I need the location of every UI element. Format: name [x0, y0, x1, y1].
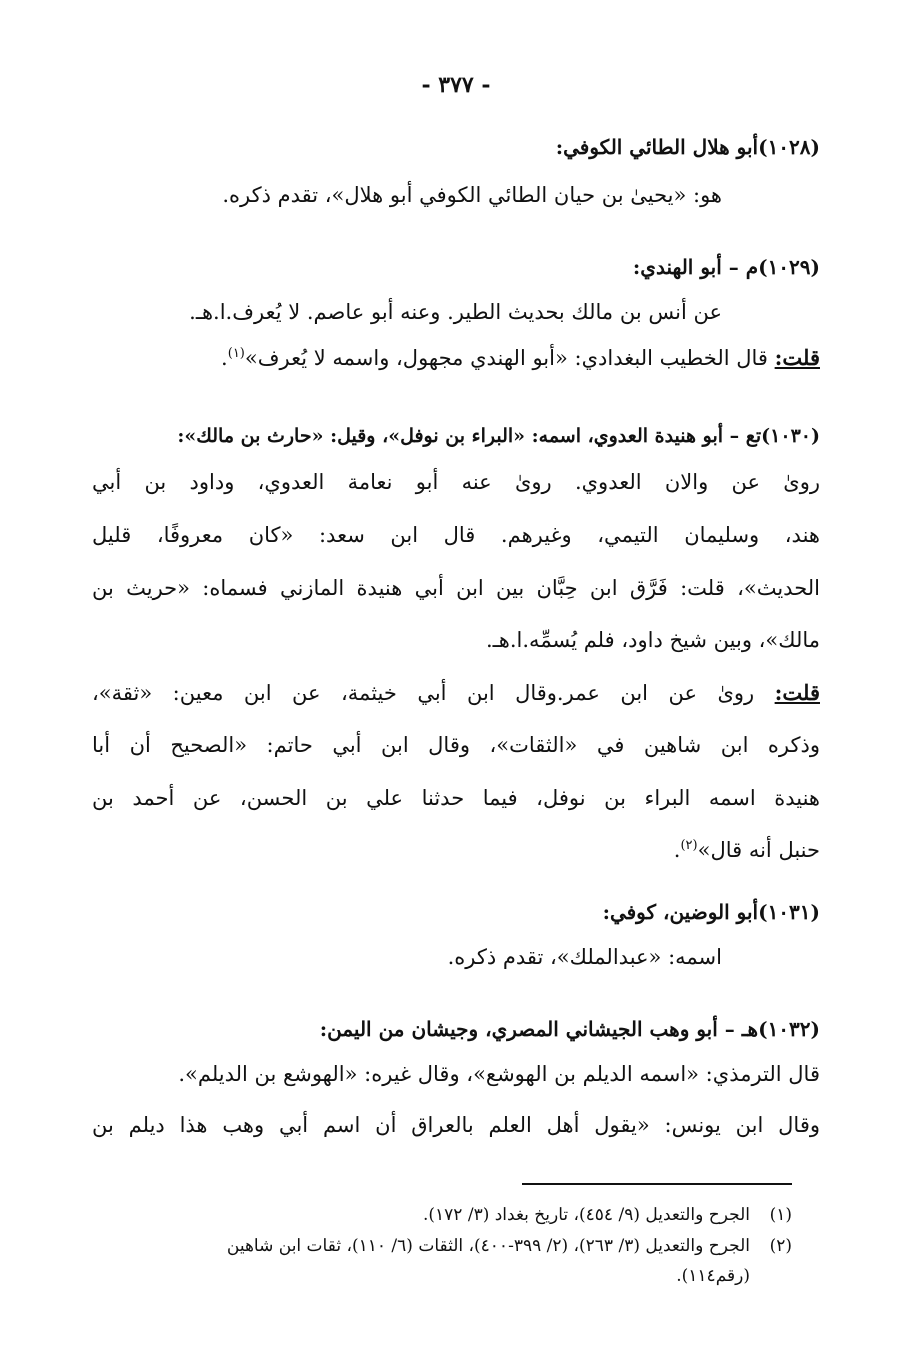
entry-text-line: هند، وسليمان التيمي، وغيرهم. قال ابن سعد: «كان معروفًا، قليل	[92, 523, 820, 547]
page-number: - ٣٧٧ -	[421, 72, 491, 98]
footnote-text: (رقم١١٤).	[676, 1266, 750, 1286]
entry-text-line: الحديث»، قلت: فَرَّق ابن حِبَّان بين ابن أبي هنيدة المازني فسماه: «حريث بن	[92, 576, 820, 600]
entry-title-1028: (١٠٢٨)أبو هلال الطائي الكوفي:	[555, 135, 820, 159]
entry-text-line: وقال ابن يونس: «يقول أهل العلم بالعراق أن اسم أبي وهب هذا ديلم بن	[92, 1113, 820, 1137]
footnote-ref: (٢)	[680, 838, 698, 853]
entry-title-1032: (١٠٣٢)هـ – أبو وهب الجيشاني المصري، وجيشان من اليمن:	[319, 1017, 820, 1041]
footnote-text: الجرح والتعديل (٩/ ٤٥٤)، تاريخ بغداد (٣/ ١٧٢).	[422, 1205, 750, 1225]
note-text: قال الخطيب البغدادي: «أبو الهندي مجهول، واسمه لا يُعرف»	[244, 346, 775, 370]
note-end: .	[673, 838, 681, 862]
note-label: قلت:	[774, 680, 820, 705]
entry-text-line: روىٰ عن والان العدوي. روىٰ عنه أبو نعامة العدوي، وداود بن أبي	[92, 470, 820, 494]
entry-title-1031: (١٠٣١)أبو الوضين، كوفي:	[602, 900, 820, 924]
footnote-ref: (١)	[227, 346, 245, 361]
entry-title-1029: (١٠٢٩)م – أبو الهندي:	[632, 255, 820, 279]
footnote-number: (١)	[769, 1205, 792, 1225]
entry-text-line: هو: «يحيىٰ بن حيان الطائي الكوفي أبو هلال»، تقدم ذكره.	[222, 183, 722, 207]
note-label: قلت:	[774, 345, 820, 370]
footnote-number: (٢)	[769, 1236, 792, 1256]
entry-text-line: اسمه: «عبدالملك»، تقدم ذكره.	[447, 945, 722, 969]
note-line	[92, 838, 820, 862]
footnote	[92, 1236, 792, 1256]
footnote	[92, 1266, 792, 1286]
footnote-divider	[522, 1183, 792, 1185]
entry-text-line: عن أنس بن مالك بحديث الطير. وعنه أبو عاصم. لا يُعرف.ا.هـ.	[189, 300, 722, 324]
entry-text-line: قال الترمذي: «اسمه الديلم بن الهوشع»، وقال غيره: «الهوشع بن الديلم».	[178, 1062, 820, 1086]
entry-text-line: مالك»، وبين شيخ داود، فلم يُسمِّه.ا.هـ.	[485, 628, 820, 652]
note-text: روىٰ عن ابن عمر.وقال ابن أبي خيثمة، عن ابن معين: «ثقة»،	[92, 681, 775, 705]
note-end: .	[221, 346, 228, 370]
footnote-text: الجرح والتعديل (٣/ ٢٦٣)، (٢/ ٣٩٩-٤٠٠)، الثقات (٦/ ١١٠)، ثقات ابن شاهين	[226, 1236, 750, 1256]
note-text: حنبل أنه قال»	[697, 838, 820, 862]
note-line: وذكره ابن شاهين في «الثقات»، وقال ابن أبي حاتم: «الصحيح أن أبا	[92, 733, 820, 757]
note-line: هنيدة اسمه البراء بن نوفل، فيما حدثنا علي بن الحسن، عن أحمد بن	[92, 786, 820, 810]
entry-title-1030: (١٠٣٠)تع – أبو هنيدة العدوي، اسمه: «البراء بن نوفل»، وقيل: «حارث بن مالك»:	[177, 425, 820, 447]
footnote	[92, 1205, 792, 1225]
note-line	[92, 345, 820, 370]
note-line	[92, 680, 820, 705]
